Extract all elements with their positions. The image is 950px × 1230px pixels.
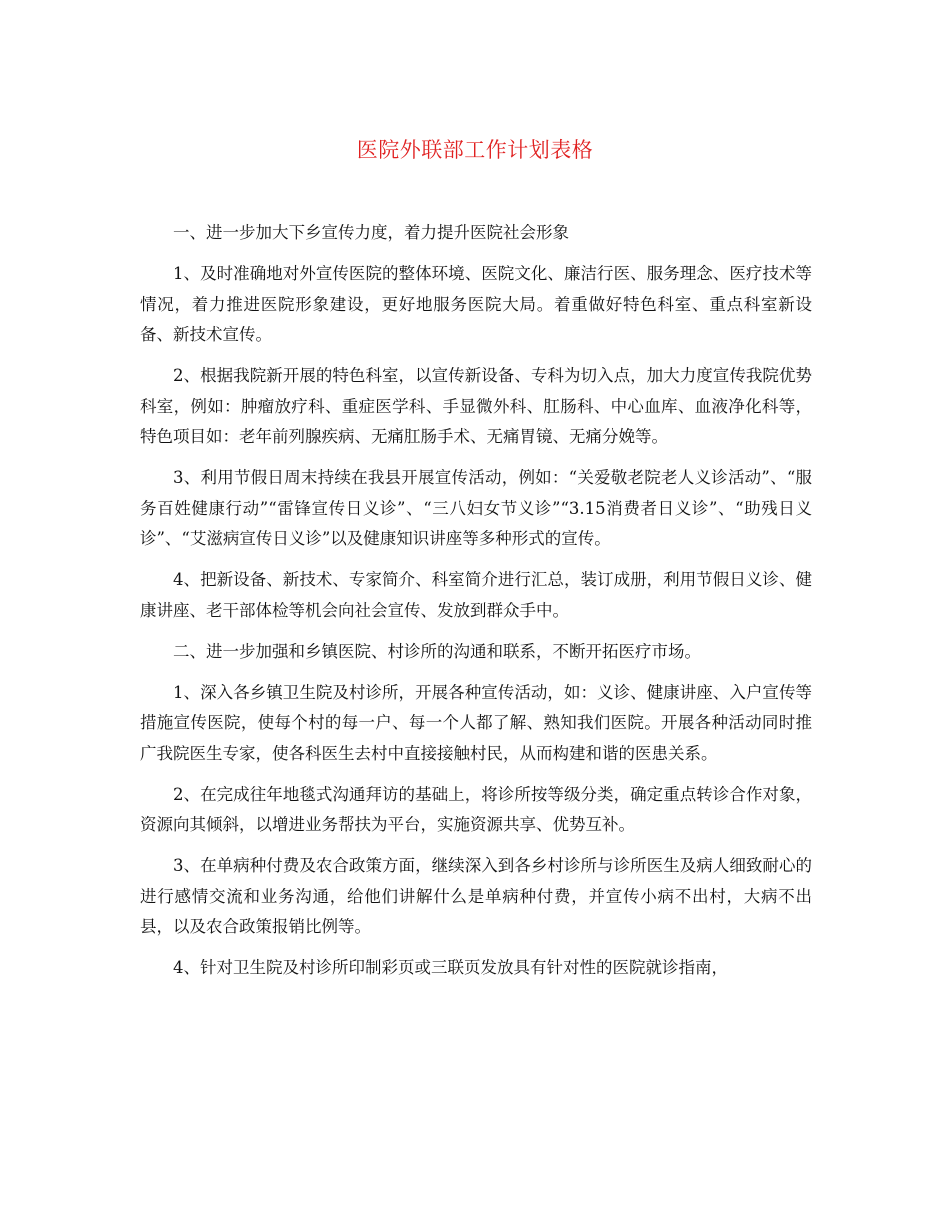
paragraph: 2、在完成往年地毯式沟通拜访的基础上，将诊所按等级分类，确定重点转诊合作对象，资源向其倾斜，以增进业务帮扶为平台，实施资源共享、优势互补。 [140,784,812,834]
paragraph: 2、根据我院新开展的特色科室，以宣传新设备、专科为切入点，加大力度宣传我院优势科室，例如：肿瘤放疗科、重症医学科、手显微外科、肛肠科、中心血库、血液净化科等，特色项目如：老年前列腺疾病、无痛肛肠手术、无痛胃镜、无痛分娩等。 [140,366,812,446]
paragraph: 4、把新设备、新技术、专家简介、科室简介进行汇总，装订成册，利用节假日义诊、健康讲座、老干部体检等机会向社会宣传、发放到群众手中。 [140,570,812,620]
section-heading-2: 二、进一步加强和乡镇医院、村诊所的沟通和联系，不断开拓医疗市场。 [173,641,701,661]
document-body [140,218,812,994]
paragraph: 1、及时准确地对外宣传医院的整体环境、医院文化、廉洁行医、服务理念、医疗技术等情况，着力推进医院形象建设，更好地服务医院大局。着重做好特色科室、重点科室新设备、新技术宣传。 [140,264,812,344]
document-title: 医院外联部工作计划表格 [356,138,594,162]
section-heading-1: 一、进一步加大下乡宣传力度，着力提升医院社会形象 [173,223,569,242]
paragraph: 4、针对卫生院及村诊所印制彩页或三联页发放具有针对性的医院就诊指南， [173,958,728,977]
paragraph: 3、利用节假日周末持续在我县开展宣传活动，例如：“关爱敬老院老人义诊活动”、“服务百姓健康行动”“雷锋宣传日义诊”、“三八妇女节义诊”“3.15消费者日义诊”、“助残日义诊”、“艾滋病宣传日义诊”以及健康知识讲座等多种形式的宣传。 [140,468,812,548]
paragraph: 3、在单病种付费及农合政策方面，继续深入到各乡村诊所与诊所医生及病人细致耐心的进行感情交流和业务沟通，给他们讲解什么是单病种付费，并宣传小病不出村，大病不出县，以及农合政策报销比例等。 [140,856,812,936]
paragraph: 1、深入各乡镇卫生院及村诊所，开展各种宣传活动，如：义诊、健康讲座、入户宣传等措施宣传医院，使每个村的每一户、每一个人都了解、熟知我们医院。开展各种活动同时推广我院医生专家，使各科医生去村中直接接触村民，从而构建和谐的医患关系。 [140,682,812,763]
